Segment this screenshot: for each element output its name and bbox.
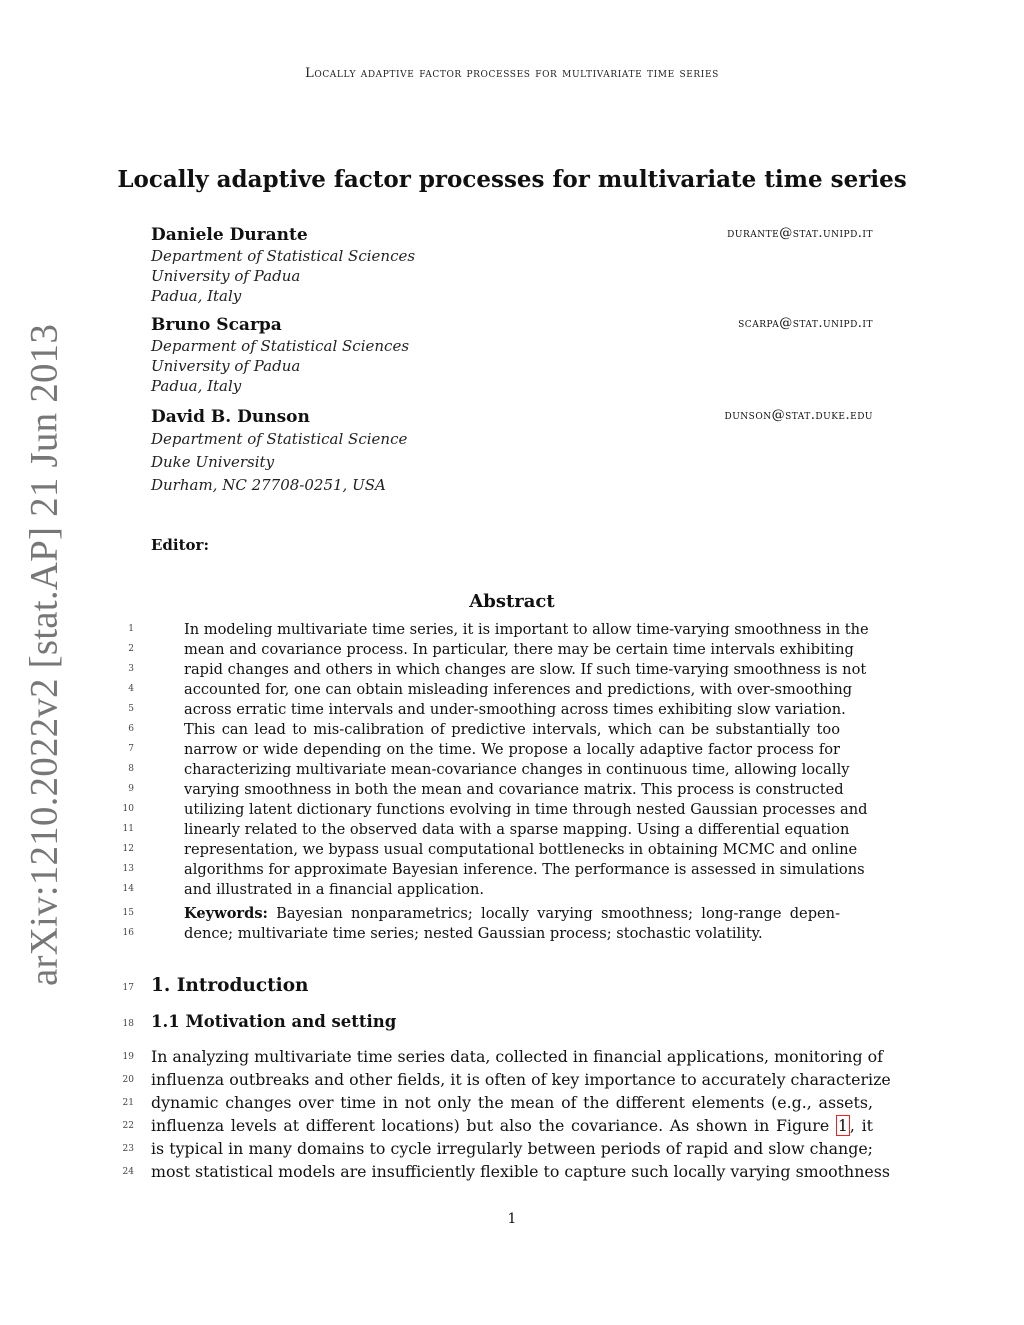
abstract-line: characterizing multivariate mean-covariance changes in continuous time, allowing locally <box>184 761 850 778</box>
author-university: University of Padua <box>151 357 301 375</box>
author-department: Department of Statistical Science <box>151 430 408 448</box>
line-number: 15 <box>122 908 134 918</box>
author-location: Padua, Italy <box>151 287 242 305</box>
author-block-dunson <box>151 406 873 497</box>
abstract-line: across erratic time intervals and under-smoothing across times exhibiting slow variation. <box>184 701 846 718</box>
abstract-line: linearly related to the observed data with a sparse mapping. Using a differential equation <box>184 821 850 838</box>
line-number: 12 <box>122 844 134 854</box>
editor-label: Editor: <box>151 536 209 554</box>
abstract-line: mean and covariance process. In particular, there may be certain time intervals exhibiting <box>184 641 854 658</box>
author-name: Bruno Scarpa <box>151 315 282 335</box>
abstract-line: In modeling multivariate time series, it is important to allow time-varying smoothness in the <box>184 621 869 638</box>
line-number: 8 <box>128 764 134 774</box>
body-line <box>151 1114 873 1137</box>
author-email[interactable]: scarpa@stat.unipd.it <box>738 316 873 331</box>
body-line: most statistical models are insufficiently flexible to capture such locally varying smoothness <box>151 1162 890 1181</box>
line-number: 4 <box>128 684 134 694</box>
author-name: Daniele Durante <box>151 225 308 245</box>
author-department: Department of Statistical Sciences <box>151 247 416 265</box>
line-number: 24 <box>122 1167 134 1177</box>
running-head: Locally adaptive factor processes for multivariate time series <box>305 66 719 81</box>
paper-title: Locally adaptive factor processes for multivariate time series <box>117 166 907 193</box>
line-number: 21 <box>122 1098 134 1108</box>
author-department: Deparment of Statistical Sciences <box>151 337 410 355</box>
body-line: is typical in many domains to cycle irregularly between periods of rapid and slow change; <box>151 1139 873 1158</box>
author-name: David B. Dunson <box>151 407 310 427</box>
keywords-line: dence; multivariate time series; nested Gaussian process; stochastic volatility. <box>184 925 763 942</box>
body-text: , it <box>849 1116 874 1135</box>
keywords-label: Keywords: <box>184 905 268 922</box>
abstract-line: varying smoothness in both the mean and covariance matrix. This process is constructed <box>184 781 844 798</box>
line-number: 3 <box>128 664 134 674</box>
abstract-line: and illustrated in a financial application. <box>184 881 485 898</box>
line-number: 13 <box>122 864 134 874</box>
line-number: 1 <box>128 624 134 634</box>
line-number: 10 <box>122 804 134 814</box>
author-university: University of Padua <box>151 267 301 285</box>
line-number: 23 <box>122 1144 134 1154</box>
body-text: influenza levels at different locations) but also the covariance. As shown in Figure <box>151 1116 830 1135</box>
line-number: 9 <box>128 784 134 794</box>
abstract-line: utilizing latent dictionary functions evolving in time through nested Gaussian processes and <box>184 801 868 818</box>
line-number: 16 <box>122 928 134 938</box>
keywords-line <box>184 904 840 924</box>
body-line: influenza outbreaks and other fields, it is often of key importance to accurately characterize <box>151 1070 891 1089</box>
body-line: In analyzing multivariate time series data, collected in financial applications, monitoring of <box>151 1047 883 1066</box>
section-heading-introduction: 1. Introduction <box>151 975 309 996</box>
line-number: 22 <box>122 1121 134 1131</box>
abstract-line: algorithms for approximate Bayesian inference. The performance is assessed in simulations <box>184 861 865 878</box>
line-number: 11 <box>122 824 134 834</box>
subsection-heading-motivation: 1.1 Motivation and setting <box>151 1012 397 1031</box>
abstract-line: representation, we bypass usual computational bottlenecks in obtaining MCMC and online <box>184 841 858 858</box>
line-number: 7 <box>128 744 134 754</box>
abstract-heading: Abstract <box>469 591 555 612</box>
author-location: Padua, Italy <box>151 377 242 395</box>
line-number: 19 <box>122 1052 134 1062</box>
line-number: 2 <box>128 644 134 654</box>
author-email[interactable]: dunson@stat.duke.edu <box>724 408 873 423</box>
line-number: 14 <box>122 884 134 894</box>
author-block-scarpa <box>151 314 873 396</box>
line-number: 17 <box>122 983 134 993</box>
author-location: Durham, NC 27708-0251, USA <box>151 476 386 494</box>
line-number: 6 <box>128 724 134 734</box>
abstract-line: rapid changes and others in which changes are slow. If such time-varying smoothness is not <box>184 661 867 678</box>
line-number: 5 <box>128 704 134 714</box>
page-number: 1 <box>507 1211 517 1227</box>
abstract-line: accounted for, one can obtain misleading inferences and predictions, with over-smoothing <box>184 681 853 698</box>
author-block-durante <box>151 224 873 306</box>
figure-reference-link[interactable]: 1 <box>837 1116 848 1135</box>
line-number: 18 <box>122 1019 134 1029</box>
author-university: Duke University <box>151 453 275 471</box>
arxiv-identifier-stamp[interactable]: arXiv:1210.2022v2 [stat.AP] 21 Jun 2013 <box>22 323 66 987</box>
line-number: 20 <box>122 1075 134 1085</box>
abstract-line: narrow or wide depending on the time. We propose a locally adaptive factor process for <box>184 741 840 758</box>
author-email[interactable]: durante@stat.unipd.it <box>727 226 873 241</box>
abstract-line: This can lead to mis-calibration of predictive intervals, which can be substantially too <box>184 721 840 738</box>
keywords-text: Bayesian nonparametrics; locally varying smoothness; long-range depen- <box>276 905 840 922</box>
body-line: dynamic changes over time in not only the mean of the different elements (e.g., assets, <box>151 1093 873 1112</box>
